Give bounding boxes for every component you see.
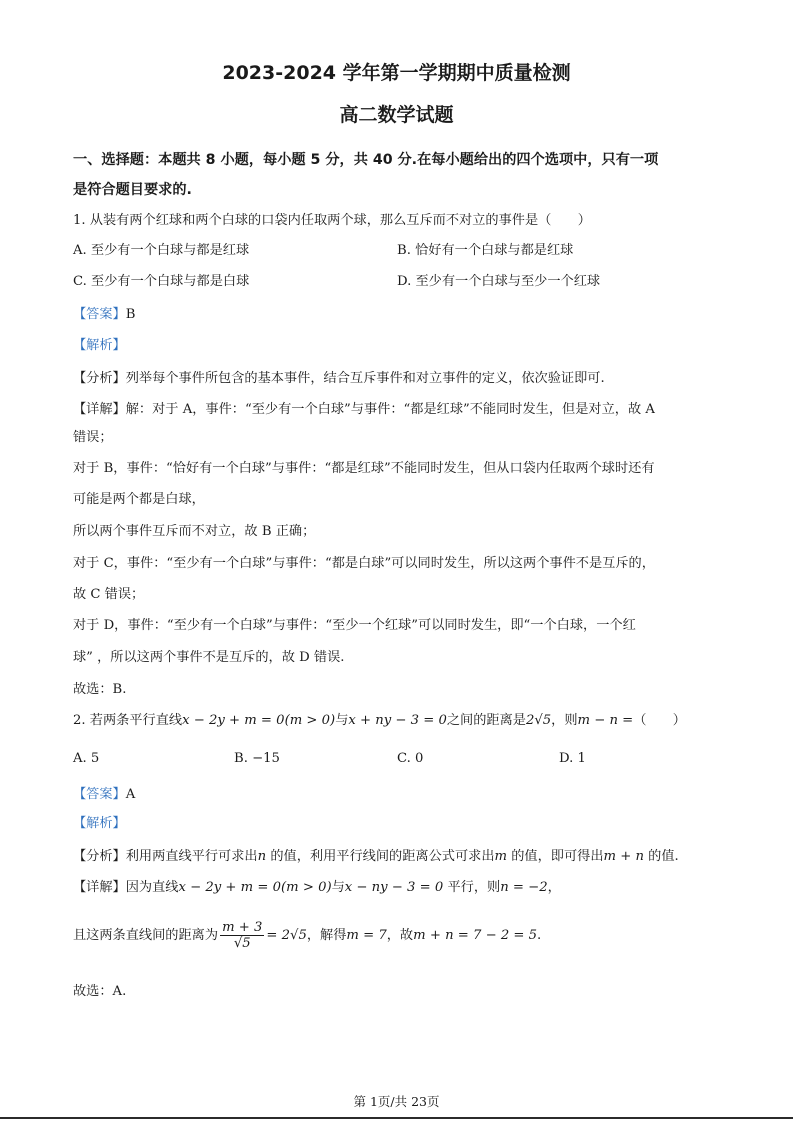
q2-analysis-tag: 【解析】 (73, 816, 126, 831)
q1-analysis-tag: 【解析】 (73, 338, 126, 353)
q2-fenxi (73, 848, 679, 866)
q2-d1-cond: (m > 0) (280, 880, 332, 895)
q1-option-b: B. 恰好有一个白球与都是红球 (397, 243, 574, 258)
q2-dist-text: 之间的距离是 (446, 713, 526, 728)
q2-d1-n: n = −2 (500, 880, 548, 895)
q1-detail-text: 解：对于 A，事件：“至少有一个白球”与事件：“都是红球”不能同时发生，但是对立，故 A (125, 402, 655, 417)
q2-fenxi-a: 利用两直线平行可求出 (125, 849, 258, 864)
q1-stem: 1. 从装有两个红球和两个白球的口袋内任取两个球，那么互斥而不对立的事件是（ ） (73, 213, 591, 228)
q2-with: 与 (335, 713, 349, 728)
q1-detail-line-5: 所以两个事件互斥而不对立，故 B 正确； (73, 524, 316, 539)
q2-dist-value: 2√5 (525, 713, 552, 728)
q1-detail-line-8: 对于 D，事件：“至少有一个白球”与事件：“至少一个红球”可以同时发生，即“一个白球，一个红 (73, 618, 636, 633)
q2-stem (73, 712, 686, 730)
q2-ask: ，则 (551, 713, 578, 728)
q2-line1-equation: x − 2y + m = 0 (182, 713, 285, 728)
q2-option-c: C. 0 (397, 751, 424, 766)
fraction-numerator: m + 3 (222, 920, 263, 935)
detail-tag: 【详解】 (73, 402, 126, 417)
q2-d2-m: m = 7 (346, 928, 387, 943)
q2-fenxi-m: m (494, 849, 508, 864)
q2-line2-equation: x + ny − 3 = 0 (348, 713, 447, 728)
q2-fenxi-d: 的值. (643, 849, 679, 864)
q1-detail-line-3: 对于 B，事件：“恰好有一个白球”与事件：“都是红球”不能同时发生，但从口袋内任取两个球时还有 (73, 461, 655, 476)
q1-answer (73, 306, 135, 324)
q2-d1-a: 因为直线 (125, 880, 179, 895)
q2-option-d: D. 1 (559, 751, 586, 766)
q2-d1-c: ， (547, 880, 561, 895)
footer-rule (0, 1117, 793, 1119)
q2-stem-prefix: 2. 若两条平行直线 (73, 713, 183, 728)
q2-detail-line-1 (73, 879, 561, 897)
doc-title: 2023-2024 学年第一学期期中质量检测 (222, 62, 571, 84)
q2-d1-with: 与 (331, 880, 345, 895)
q2-fenxi-b: 的值，利用平行线间的距离公式可求出 (266, 849, 495, 864)
q1-detail-line-2: 错误； (73, 430, 113, 445)
q2-blank: （ ） (633, 713, 686, 728)
q2-choose: 故选：A. (73, 984, 127, 999)
answer-tag: 【答案】 (73, 307, 126, 322)
q2-d2-eq: = 2√5 (266, 928, 307, 943)
fenxi-tag: 【分析】 (73, 849, 126, 864)
fenxi-tag: 【分析】 (73, 371, 126, 386)
q2-answer-value: A (125, 787, 136, 802)
section-heading-line1: 一、选择题：本题共 8 小题，每小题 5 分，共 40 分.在每小题给出的四个选项中，只有一项 (73, 152, 659, 168)
fraction-denominator: √5 (233, 936, 251, 951)
section-heading-line2: 是符合题目要求的. (73, 182, 192, 198)
q2-d2-b: ，解得 (306, 928, 347, 943)
doc-subtitle: 高二数学试题 (339, 104, 454, 126)
q1-option-d: D. 至少有一个白球与至少一个红球 (397, 274, 601, 289)
q1-detail-line-7: 故 C 错误； (73, 587, 145, 602)
q2-fenxi-mn: m + n (603, 849, 644, 864)
q2-d1-b: 平行，则 (443, 880, 501, 895)
q1-detail-line-1 (73, 401, 655, 419)
distance-fraction (220, 920, 264, 951)
q2-d2-a: 且这两条直线间的距离为 (73, 928, 219, 943)
q1-option-a: A. 至少有一个白球与都是红球 (73, 243, 250, 258)
detail-tag: 【详解】 (73, 880, 126, 895)
q2-fenxi-n: n (257, 849, 267, 864)
q1-detail-line-6: 对于 C，事件：“至少有一个白球”与事件：“都是白球”可以同时发生，所以这两个事件不是互斥的， (73, 556, 655, 571)
q2-detail-line-2 (73, 918, 541, 954)
q1-option-c: C. 至少有一个白球与都是白球 (73, 274, 250, 289)
q1-detail-line-9: 球” ，所以这两个事件不是互斥的，故 D 错误. (73, 650, 345, 665)
answer-tag: 【答案】 (73, 787, 126, 802)
q2-d1-line2: x − ny − 3 = 0 (344, 880, 444, 895)
q2-condition: (m > 0) (284, 713, 336, 728)
q2-d2-d: . (537, 928, 542, 943)
q1-choose: 故选：B. (73, 682, 127, 697)
q2-d2-c: ，故 (386, 928, 414, 943)
q2-answer (73, 786, 135, 804)
q2-ask-expr: m − n = (577, 713, 634, 728)
q2-d2-result: m + n = 7 − 2 = 5 (413, 928, 538, 943)
q1-answer-value: B (125, 307, 136, 322)
q2-option-a: A. 5 (73, 751, 100, 766)
page-number: 第 1页/共 23页 (353, 1094, 440, 1109)
q2-option-b: B. −15 (234, 751, 280, 766)
q1-fenxi-text: 列举每个事件所包含的基本事件，结合互斥事件和对立事件的定义，依次验证即可. (125, 371, 605, 386)
q1-fenxi (73, 370, 605, 388)
q2-fenxi-c: 的值，即可得出 (507, 849, 604, 864)
q1-detail-line-4: 可能是两个都是白球， (73, 492, 205, 507)
q2-d1-line1: x − 2y + m = 0 (178, 880, 281, 895)
